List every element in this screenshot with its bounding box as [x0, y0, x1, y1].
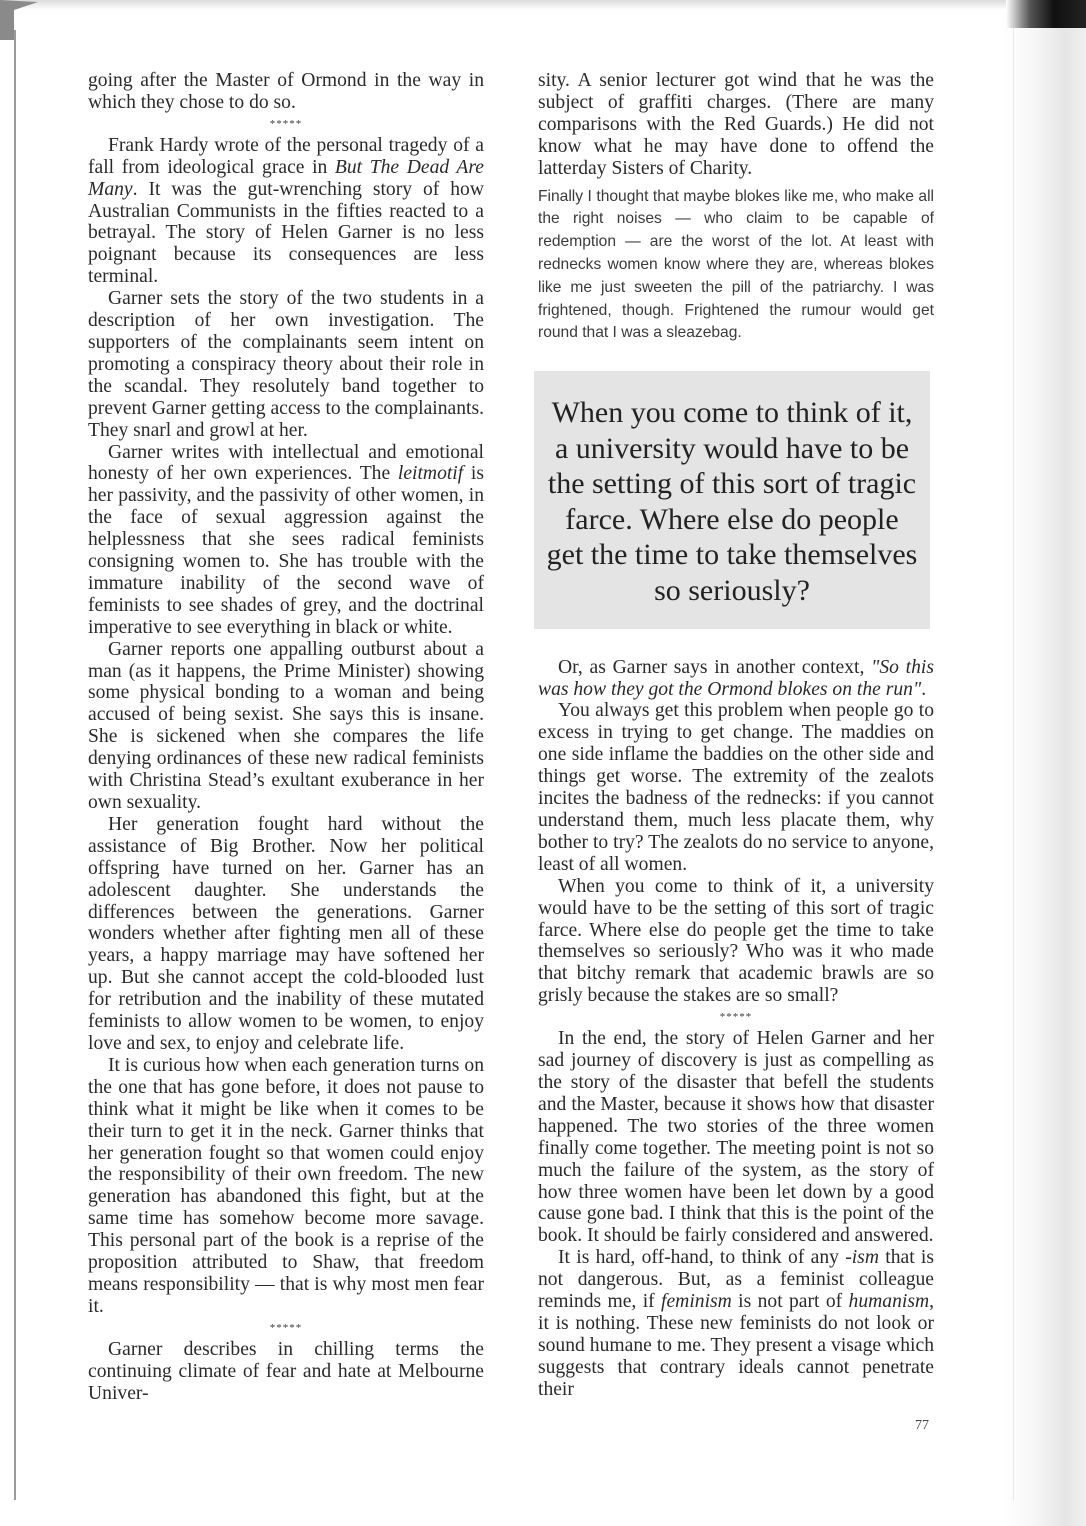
paragraph: Frank Hardy wrote of the personal tragedy of a fall from ideological grace in But The Dead Are Many. It was the gut-wrenching story of how Australian Communists in the fifties reacted to a betrayal. The story of Helen Garner is no less poignant because its consequences are less terminal.: [88, 134, 484, 288]
italic-quote: "So this was how they got the Ormond blokes on the run": [538, 656, 934, 700]
left-column: [88, 70, 484, 1404]
paragraph: Garner describes in chilling terms the continuing climate of fear and hate at Melbourne Univer-: [88, 1338, 484, 1404]
scan-top-edge: [0, 0, 1086, 10]
paragraph: You always get this problem when people go to excess in trying to get change. The maddies on one side inflame the baddies on the other side and things get worse. The extremity of the zealots incites the badness of the rednecks: if you cannot understand them, much less placate them, why bother to try? The zealots do no service to anyone, least of all women.: [538, 700, 934, 875]
section-separator: *****: [269, 117, 303, 130]
paragraph: Garner sets the story of the two students in a description of her own investigation. The supporters of the complainants seem intent on promoting a conspiracy theory about their role in the scandal. They resolutely band together to prevent Garner getting access to the complainants. They snarl and growl at her.: [88, 288, 484, 441]
scan-right-corner: [1006, 0, 1086, 28]
book-title: But The Dead Are Many: [88, 156, 484, 200]
paragraph: Garner reports one appalling outburst about a man (as it happens, the Prime Minister) showing some physical bonding to a woman and being accused of being sexist. She says this is insane. She is sickened when she compares the life denying ordinances of these new radical feminists with Christina Stead’s exultant exuberance in her own sexuality.: [88, 638, 484, 813]
paragraph: Her generation fought hard without the assistance of Big Brother. Now her political offspring have turned on her. Garner has an adolescent daughter. She understands the differences between the generations. Garner wonders whether after fighting men all of these years, a happy marriage may have softened her up. But she cannot accept the cold-blooded lust for retribution and the inability of these mutated feminists to allow women to be women, to enjoy love and sex, to enjoy and celebrate life.: [88, 813, 484, 1054]
paragraph: Or, as Garner says in another context, "So this was how they got the Ormond blokes on the run".: [538, 656, 934, 700]
paragraph: It is curious how when each generation turns on the one that has gone before, it does not pause to think what it might be like when it comes to be their turn to get it in the neck. Garner thinks that her generation fought so that women could enjoy the responsibility of their own freedom. The new generation has abandoned this fight, but at the same time has somehow become more savage. This personal part of the book is a reprise of the proposition attributed to Shaw, that freedom means responsibility — that is why most men fear it.: [88, 1054, 484, 1317]
pull-quote: When you come to think of it, a university would have to be the setting of this sort of tragic farce. Where else do people get the time to take themselves so seriously?: [534, 371, 930, 629]
scan-left-edge: [14, 30, 16, 1500]
paragraph: In the end, the story of Helen Garner and her sad journey of discovery is just as compelling as the story of the disaster that befell the students and the Master, because it shows how that disaster happened. The two stories of the three women finally come together. The meeting point is not so much the failure of the system, as the story of how three women have been let down by a good cause gone bad. I think that this is the point of the book. It should be fairly considered and answered.: [538, 1028, 934, 1247]
section-separator: *****: [269, 1321, 303, 1334]
paragraph: going after the Master of Ormond in the way in which they chose to do so.: [88, 70, 484, 113]
section-separator: *****: [719, 1011, 753, 1024]
paragraph: When you come to think of it, a university would have to be the setting of this sort of tragic farce. Where else do people get the time to take themselves so seriously? Who was it who made that bitchy remark that academic brawls are so grisly because the stakes are so small?: [538, 875, 934, 1007]
scan-corner-mark: [0, 0, 40, 40]
right-column: [538, 70, 934, 1401]
page-number: 77: [915, 1418, 929, 1433]
scan-right-line: [1013, 20, 1014, 1500]
paragraph: sity. A senior lecturer got wind that he was the subject of graffiti charges. (There are many comparisons with the Red Guards.) He did not know what he may have done to offend the latterday Sisters of Charity.: [538, 70, 934, 179]
quoted-excerpt: Finally I thought that maybe blokes like me, who make all the right noises — who claim to be capable of redemption — are the worst of the lot. At least with rednecks women know where they are, whereas blokes like me just sweeten the pill of the patriarchy. I was frightened, though. Frightened the rumour would get round that I was a sleazebag.: [538, 187, 934, 342]
paragraph: Garner writes with intellectual and emotional honesty of her own experiences. The leitmotif is her passivity, and the passivity of other women, in the face of sexual aggression against the helplessness that she sees radical feminists consigning women to. She has trouble with the immature inability of the second wave of feminists to see shades of grey, and the doctrinal imperative to see everything in black or white.: [88, 441, 485, 638]
paragraph: It is hard, off-hand, to think of any -ism that is not dangerous. But, as a feminist colleague reminds me, if feminism is not part of humanism, it is nothing. These new feminists do not look or sound humane to me. They present a visage which suggests that contrary ideals cannot penetrate their: [538, 1247, 935, 1400]
italic-term: leitmotif: [397, 463, 464, 485]
